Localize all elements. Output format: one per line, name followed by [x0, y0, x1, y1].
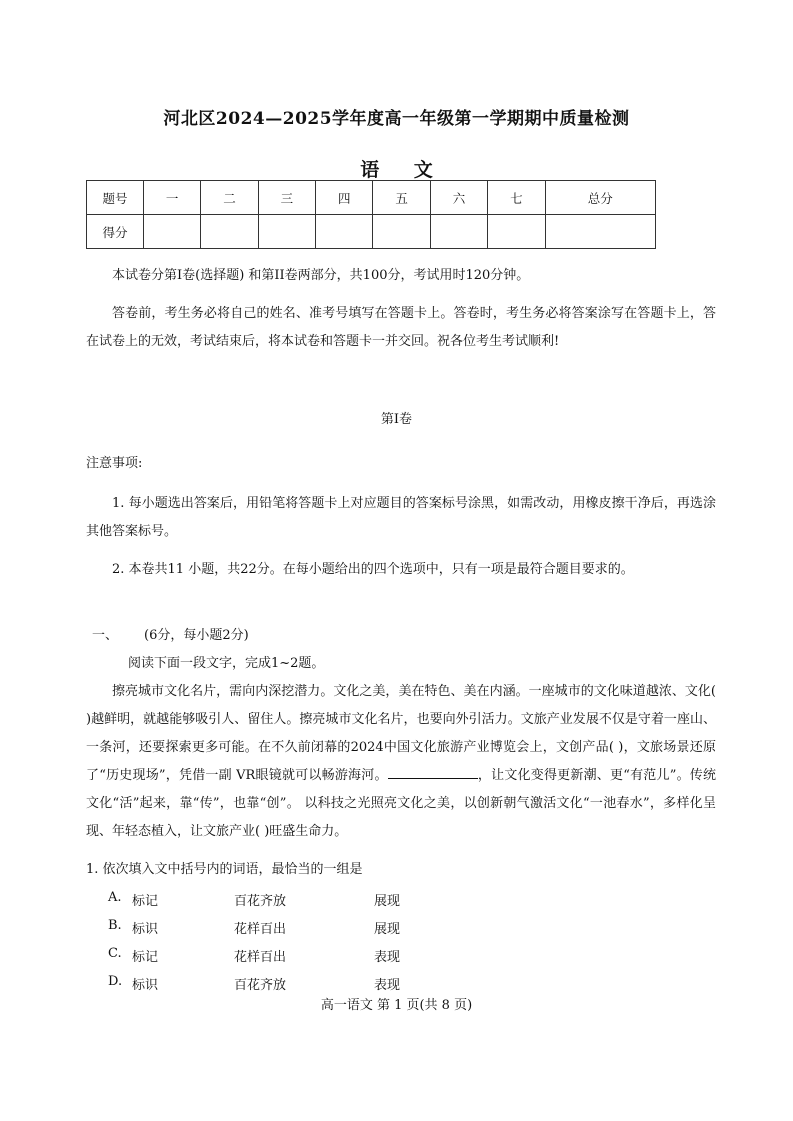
score-table-cell: 二	[201, 181, 258, 215]
score-row-label: 得分	[87, 215, 144, 249]
notice-item-1: 1. 每小题选出答案后，用铅笔将答题卡上对应题目的答案标号涂黑，如需改动，用橡皮擦干净后，再选涂其他答案标号。	[86, 496, 716, 539]
option-word-1: 标识	[132, 922, 159, 937]
part-score-note: (6分，每小题2分)	[144, 628, 249, 643]
intro-line-2: 答卷前，考生务必将自己的姓名、准考号填写在答题卡上。答卷时，考生务必将答案涂写在答题卡上，答在试卷上的无效，考试结束后，将本试卷和答题卡一并交回。祝各位考生考试顺利!	[86, 306, 716, 349]
option-word-1: 标识	[132, 978, 159, 993]
option-word-1: 标记	[132, 950, 159, 965]
score-entry-cell[interactable]	[488, 215, 545, 249]
score-entry-cell[interactable]	[144, 215, 201, 249]
score-table-cell: 六	[430, 181, 487, 215]
option-word-2: 百花齐放	[234, 978, 287, 993]
part-label: 一、	[92, 628, 119, 643]
score-entry-cell[interactable]	[373, 215, 430, 249]
score-entry-cell[interactable]	[316, 215, 373, 249]
option-word-2: 百花齐放	[234, 894, 287, 909]
score-entry-cell[interactable]	[258, 215, 315, 249]
score-table-header-row	[87, 181, 656, 215]
reading-passage	[86, 678, 716, 846]
score-table-cell: 五	[373, 181, 430, 215]
passage-part-a: 擦亮城市文化名片，需向内深挖潜力。文化之美，美在特色、美在内涵。一座城市的文化味道越浓、文化( )越鲜明，就越能够吸引人、留住人。擦亮城市文化名片，也要向外引活力。文旅产业发展不仅是守着一座山、一条河，还要探索更多可能。在不久前闭幕的2024中国文化旅游产业博览会上，文创产品( )，文旅场景还原了“历史现场”，凭借一副 VR眼镜就可以畅游海河。	[86, 684, 716, 783]
option-word-1: 标记	[132, 894, 159, 909]
question-1: 1. 依次填入文中括号内的词语，最恰当的一组是	[86, 862, 363, 877]
subject-title: 语 文	[360, 159, 447, 181]
option-word-2: 花样百出	[234, 950, 287, 965]
score-table-cell: 三	[258, 181, 315, 215]
score-entry-cell[interactable]	[430, 215, 487, 249]
option-word-3: 展现	[374, 894, 401, 909]
notice-label: 注意事项:	[86, 456, 143, 471]
score-entry-cell[interactable]	[201, 215, 258, 249]
exam-title: 河北区2024—2025学年度高一年级第一学期期中质量检测	[163, 109, 630, 129]
option-word-3: 表现	[374, 978, 401, 993]
option-letter: D.	[108, 974, 123, 989]
intro-line-1: 本试卷分第Ⅰ卷(选择题) 和第II卷两部分，共100分，考试用时120分钟。	[112, 268, 530, 283]
score-table-cell: 七	[488, 181, 545, 215]
section-heading: 第Ⅰ卷	[380, 412, 413, 427]
reading-instruction: 阅读下面一段文字，完成1~2题。	[128, 656, 325, 671]
option-letter: A.	[108, 890, 122, 905]
option-word-2: 花样百出	[234, 922, 287, 937]
page-footer: 高一语文 第 1 页(共 8 页)	[320, 998, 473, 1013]
score-table-cell: 题号	[87, 181, 144, 215]
passage-part-b: ，让文化变得更新潮、更“有范儿”。传统文化“活”起来，靠“传”，也靠“创”。 以科技之光照亮文化之美，以创新朝气激活文化“一池春水”，多样化呈现、年轻态植入，让文旅产业( )旺盛生命力。	[86, 768, 716, 839]
score-table-cell: 总分	[545, 181, 655, 215]
score-table-score-row	[87, 215, 656, 249]
option-letter: B.	[108, 918, 122, 933]
notice-item-2: 2. 本卷共11 小题，共22分。在每小题给出的四个选项中，只有一项是最符合题目要求的。	[112, 562, 634, 577]
option-word-3: 展现	[374, 922, 401, 937]
score-table-cell: 四	[316, 181, 373, 215]
score-table	[86, 180, 656, 249]
option-word-3: 表现	[374, 950, 401, 965]
score-table-cell: 一	[144, 181, 201, 215]
score-entry-cell[interactable]	[545, 215, 655, 249]
passage-blank	[388, 764, 478, 779]
option-letter: C.	[108, 946, 122, 961]
